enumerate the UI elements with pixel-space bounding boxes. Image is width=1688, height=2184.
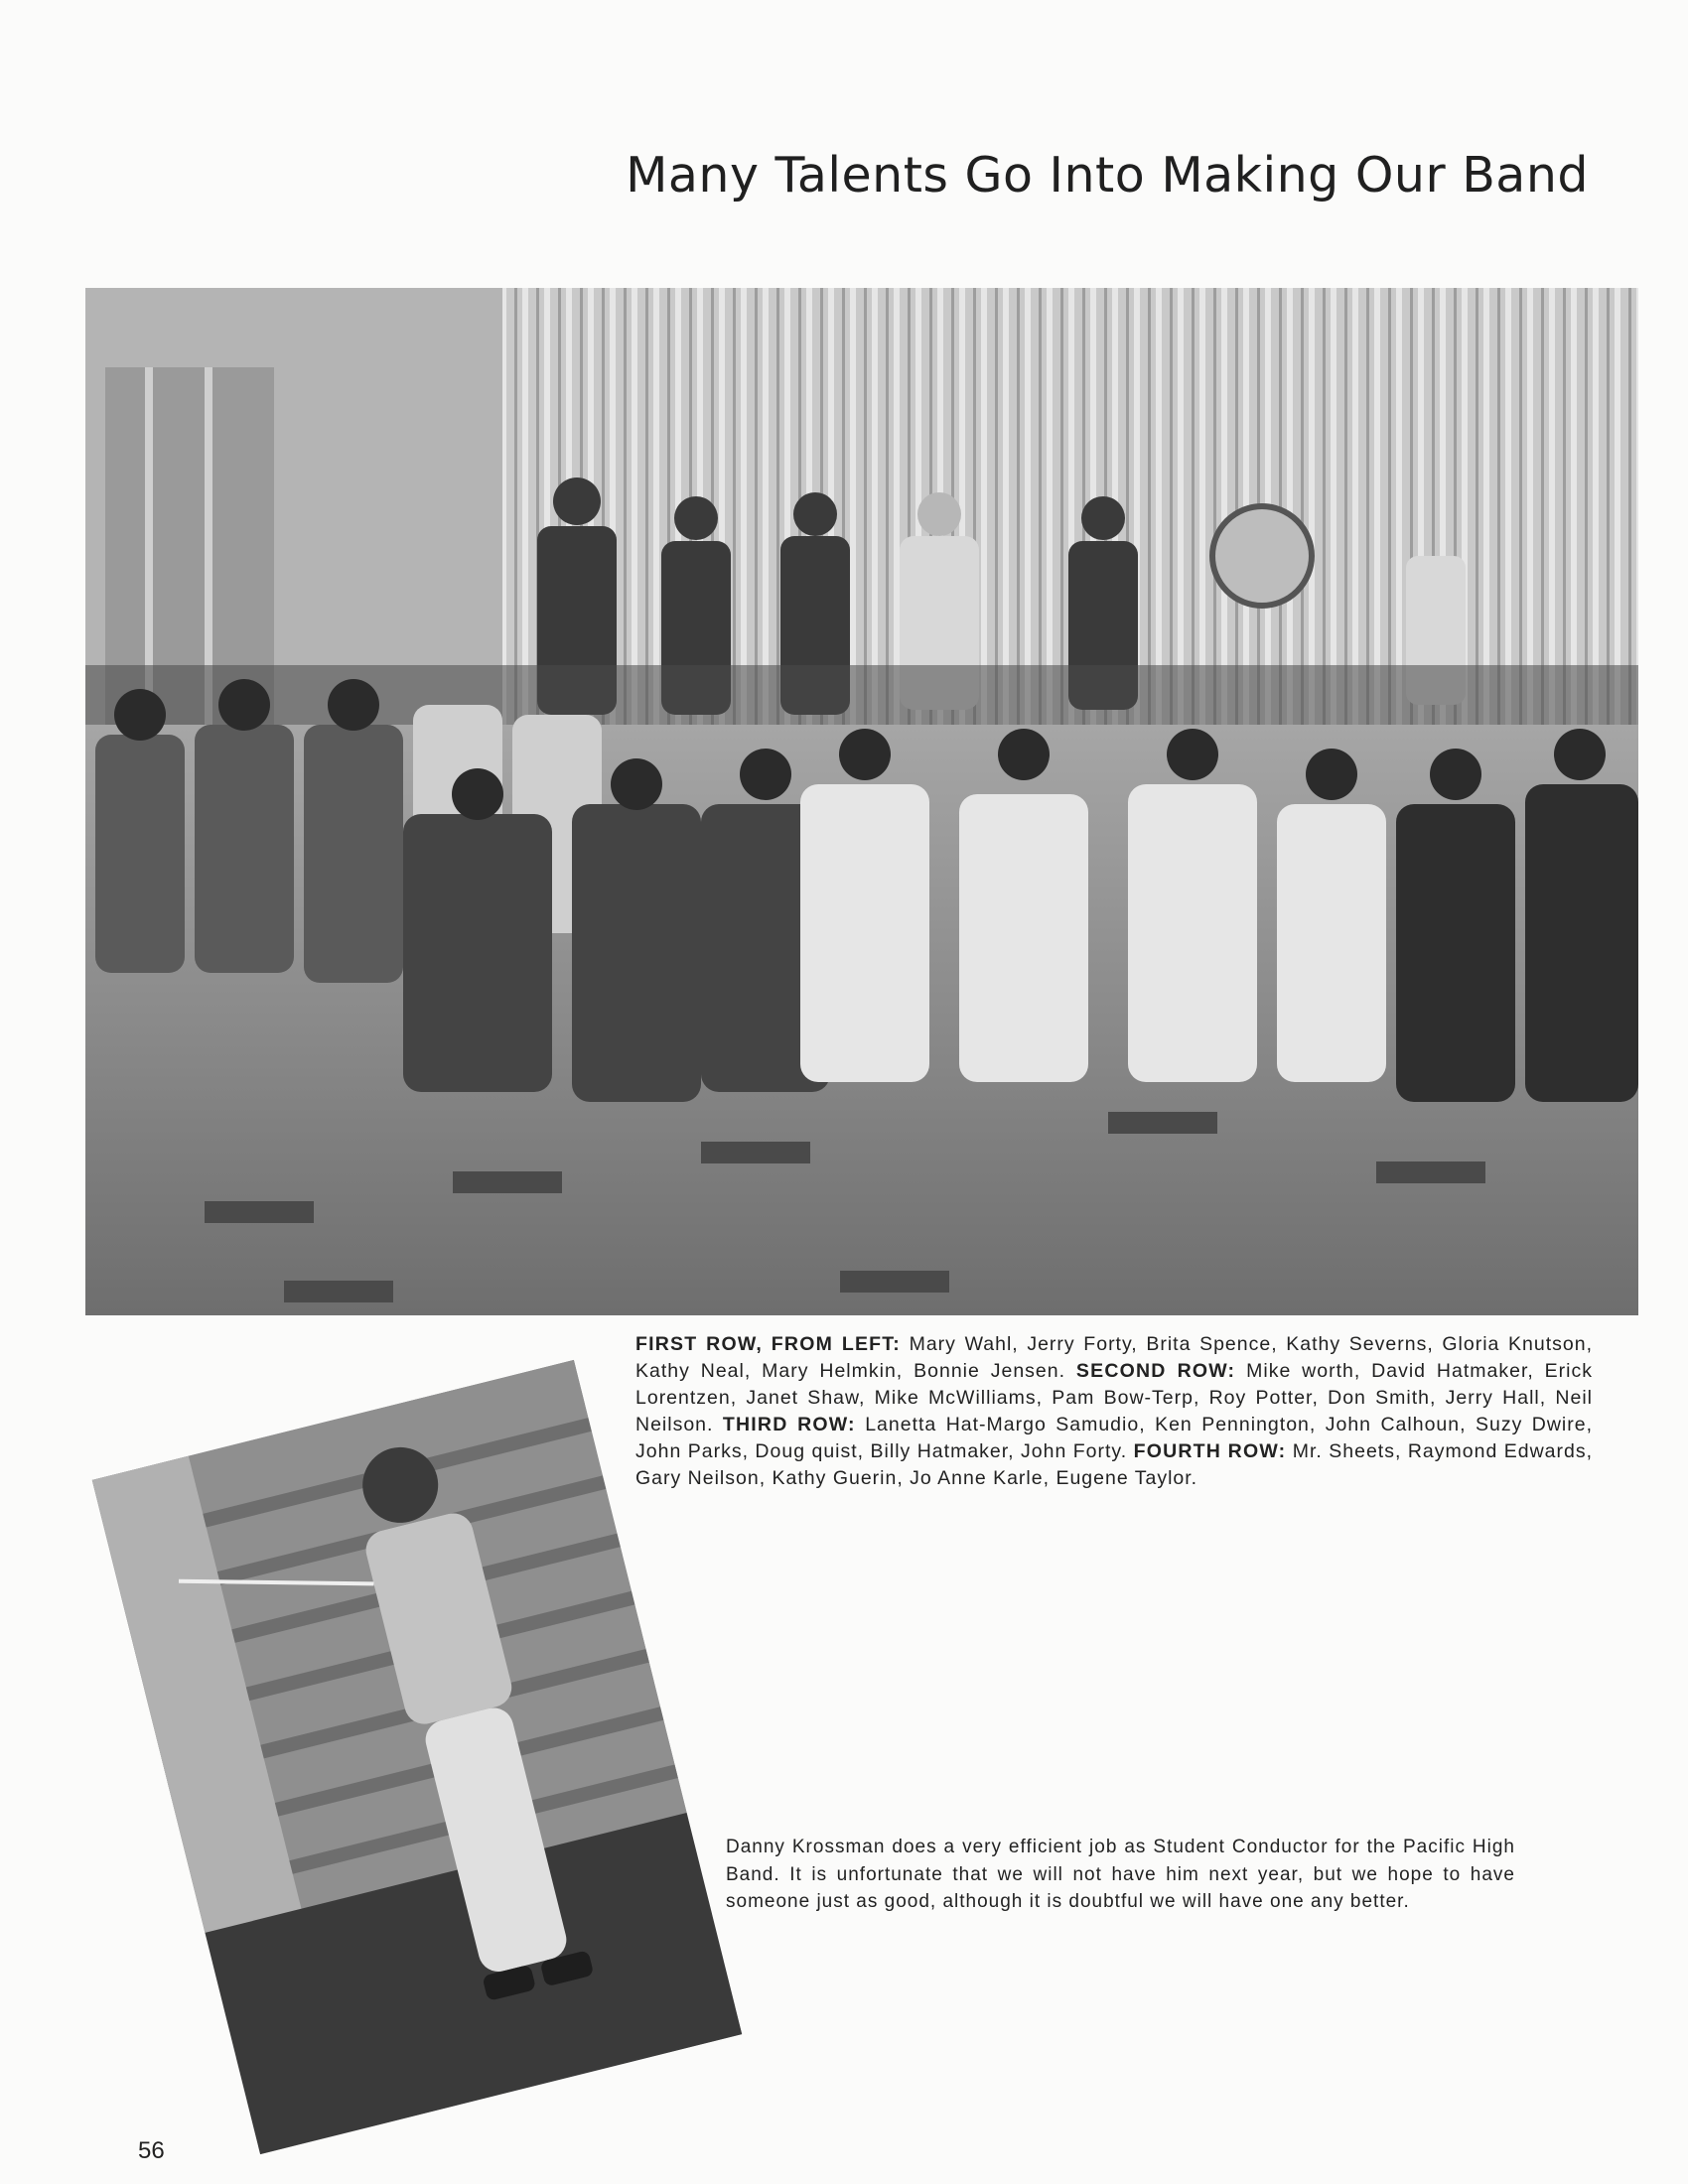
first-row-names: Mary Wahl, Jerry Forty, Brita Spence, Kathy Severns, Gloria Knutson, Kathy Neal, Mary Helmkin, Bonnie Jensen. xyxy=(635,1333,1594,1382)
fourth-row-names: Mr. Sheets, Raymond Edwards, Gary Neilson, Kathy Guerin, Jo Anne Karle, Eugene Taylor. xyxy=(635,1440,1594,1489)
third-row-heading: THIRD ROW: xyxy=(722,1414,856,1435)
second-row-names: Mike worth, David Hatmaker, Erick Lorentzen, Janet Shaw, Mike McWilliams, Pam Bow-Terp, Roy Potter, Don Smith, Jerry Hall, Neil Neilson. xyxy=(635,1360,1593,1435)
second-row-heading: SECOND ROW: xyxy=(1075,1360,1236,1382)
third-row-names: Lanetta Hat-Margo Samudio, Ken Pennington, John Calhoun, Suzy Dwire, John Parks, Doug quist, Billy Hatmaker, John Forty. xyxy=(635,1414,1594,1462)
group-photo-caption xyxy=(635,1331,1593,1492)
first-row-heading: FIRST ROW, FROM LEFT: xyxy=(635,1333,901,1355)
fourth-row-heading: FOURTH ROW: xyxy=(1133,1440,1287,1462)
conductor-caption: Danny Krossman does a very efficient job as Student Conductor for the Pacific High Band. It is unfortunate that we will not have him next year, but we hope to have someone just as good, although it is doubtful we will have one any better. xyxy=(726,1837,1515,1912)
page-number: 56 xyxy=(138,2137,165,2164)
page-title: Many Talents Go Into Making Our Band xyxy=(626,147,1589,204)
band-group-photo xyxy=(85,288,1638,1315)
